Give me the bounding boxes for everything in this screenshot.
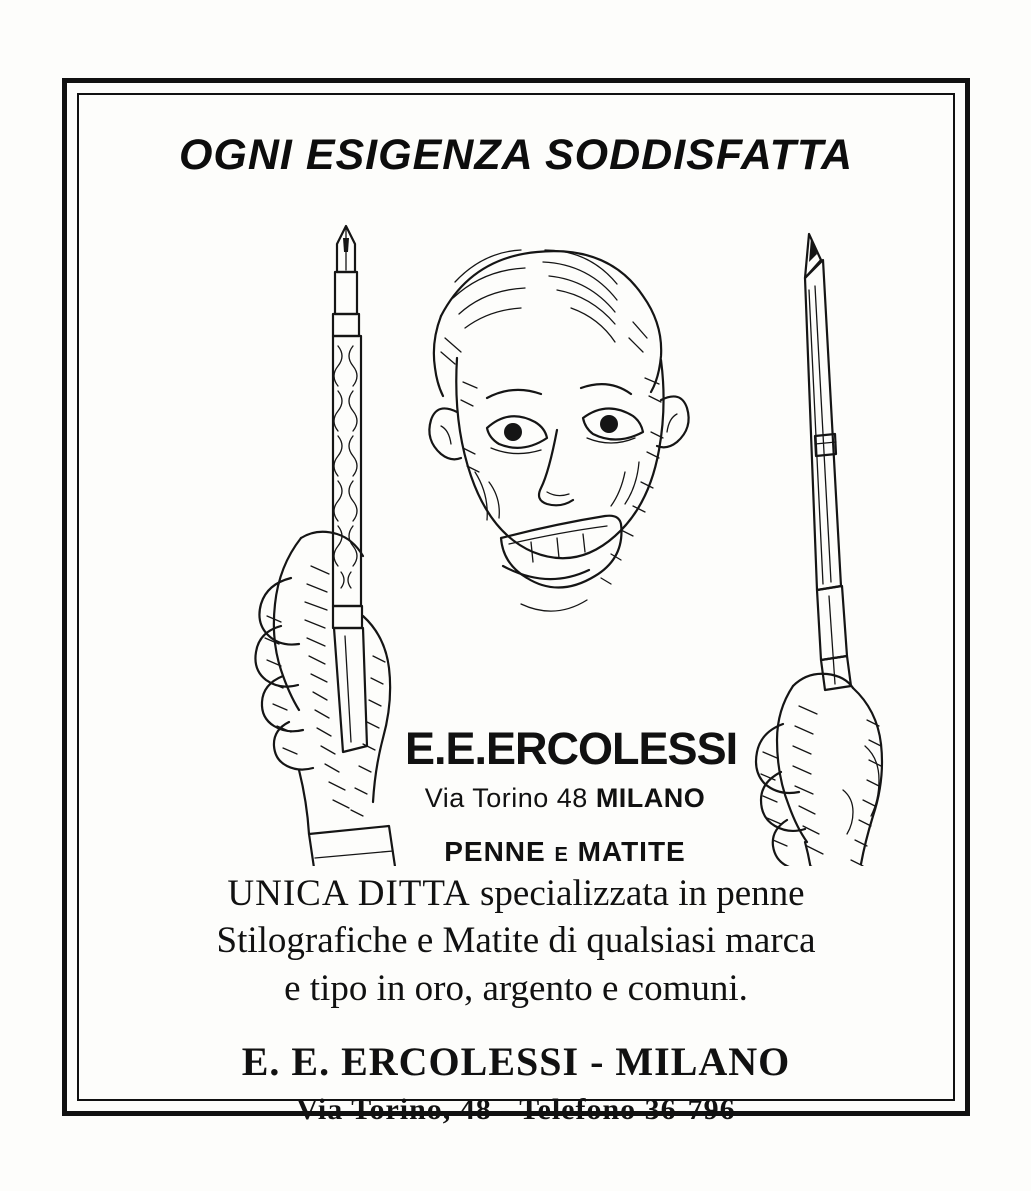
body-copy-line-1 — [115, 870, 917, 917]
body-copy-line-1-rest: specializzata in penne — [470, 873, 805, 914]
body-copy — [105, 870, 927, 1012]
ad-content — [79, 95, 953, 1127]
ad-footer — [105, 1038, 927, 1127]
brand-products — [405, 836, 725, 868]
brand-products-conjunction: E — [554, 844, 569, 866]
brand-address — [405, 783, 725, 814]
brand-name: E.E.ERCOLESSI — [405, 723, 738, 774]
brand-products-pens: PENNE — [444, 836, 555, 867]
body-copy-line-3: e tipo in oro, argento e comuni. — [284, 967, 748, 1009]
body-copy-line-2: Stilografiche e Matite di qualsiasi marca — [216, 920, 816, 962]
brand-block — [405, 723, 738, 868]
body-copy-lead: UNICA DITTA — [227, 873, 471, 914]
illustration-area — [105, 186, 927, 866]
smiling-boy-face-icon — [429, 250, 688, 611]
footer-contact-info: Via Torino, 48 - Telefono 36-796 — [296, 1093, 736, 1127]
footer-company-name: E. E. ERCOLESSI - MILANO — [241, 1039, 791, 1085]
fountain-pen-in-hand-icon — [255, 226, 397, 866]
brand-products-pencils: MATITE — [568, 836, 686, 867]
ad-inner-border — [77, 93, 955, 1127]
brand-address-street: Via Torino 48 — [424, 783, 596, 813]
page-title: OGNI ESIGENZA SODDISFATTA — [178, 131, 853, 179]
ad-outer-border — [62, 78, 970, 1127]
pencil-in-hand-icon — [756, 234, 882, 866]
brand-address-city: MILANO — [595, 783, 706, 813]
